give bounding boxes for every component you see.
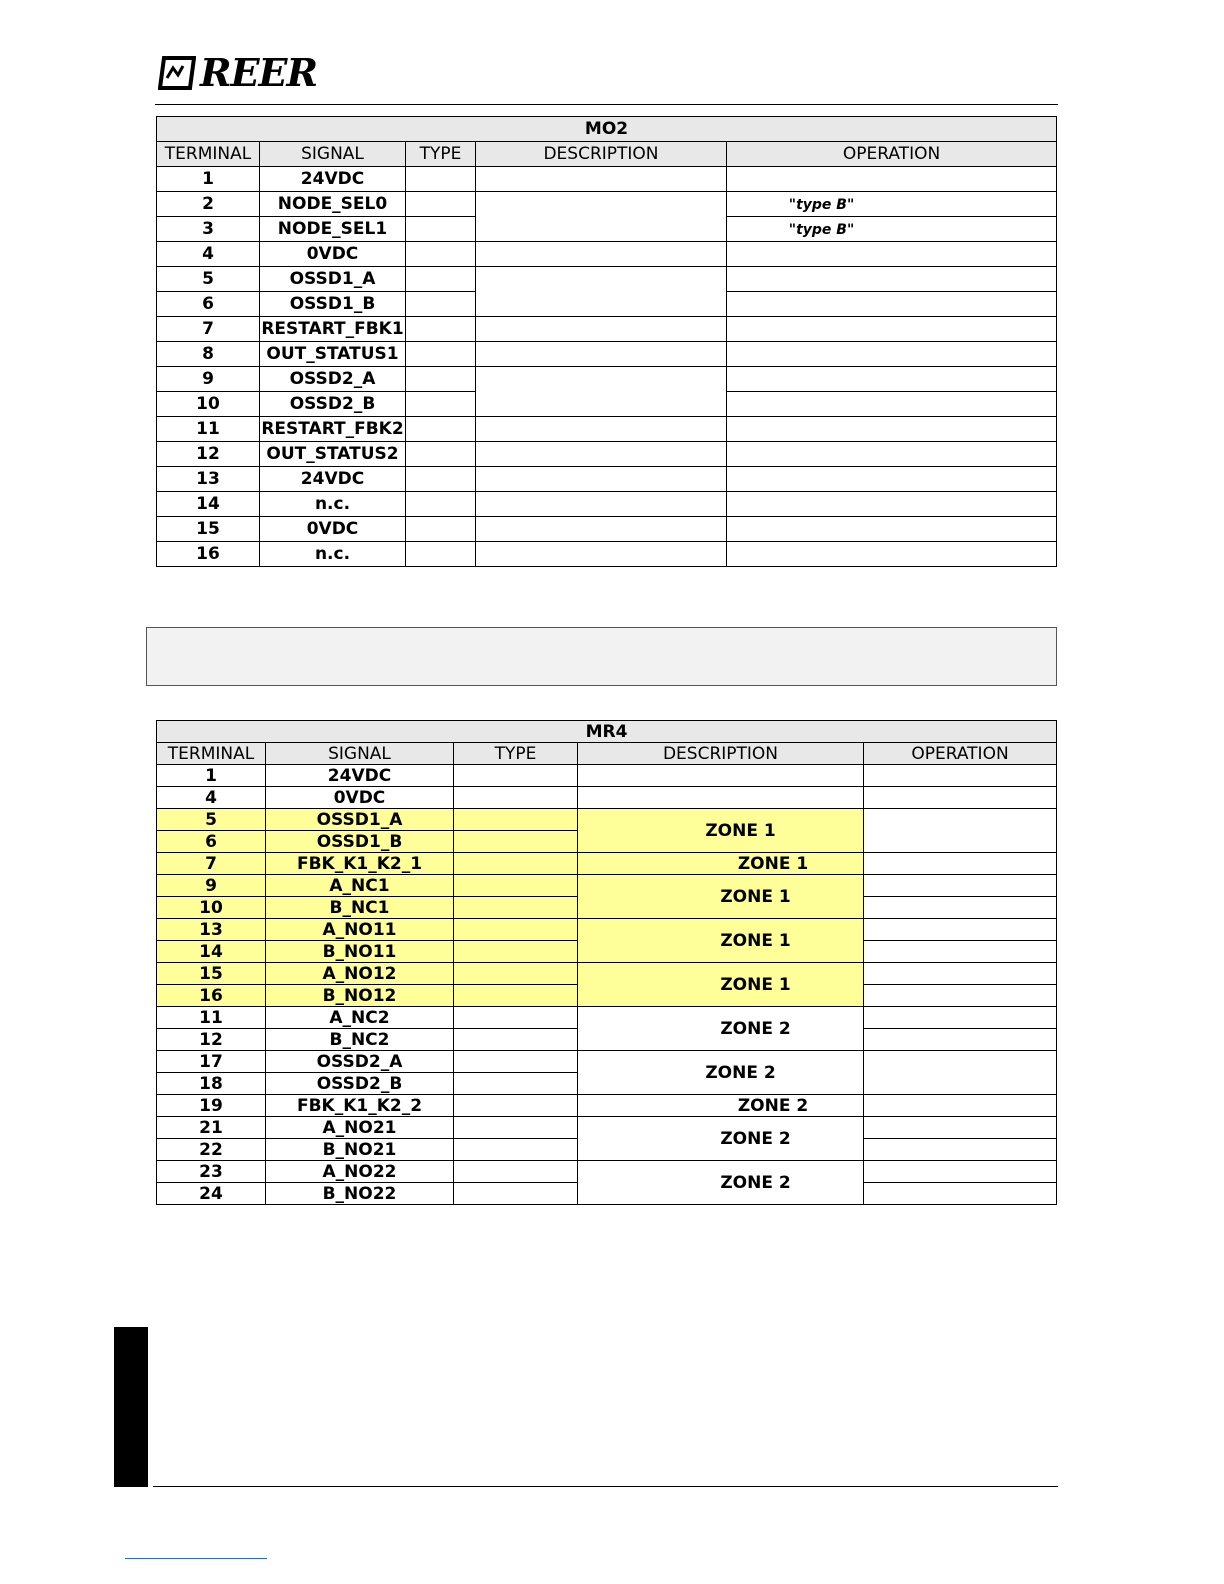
- operation-cell: [864, 1183, 1057, 1205]
- operation-cell: [727, 267, 1057, 292]
- description-cell: [476, 492, 727, 517]
- signal-cell: OSSD2_B: [260, 392, 406, 417]
- type-cell: [406, 342, 476, 367]
- description-cell: [476, 367, 727, 417]
- operation-cell: [864, 897, 1057, 919]
- signal-cell: B_NO21: [266, 1139, 454, 1161]
- type-cell: [406, 542, 476, 567]
- description-cell: ZONE 2: [578, 1117, 864, 1161]
- terminal-cell: 5: [157, 809, 266, 831]
- type-cell: [406, 242, 476, 267]
- signal-cell: B_NC2: [266, 1029, 454, 1051]
- column-header: SIGNAL: [266, 743, 454, 765]
- type-cell: [406, 267, 476, 292]
- type-cell: [454, 1183, 578, 1205]
- terminal-cell: 15: [157, 963, 266, 985]
- description-cell: [476, 192, 727, 242]
- type-cell: [406, 467, 476, 492]
- signal-cell: OSSD2_A: [260, 367, 406, 392]
- terminal-cell: 14: [157, 492, 260, 517]
- table-row: [157, 242, 1057, 267]
- signal-cell: B_NO11: [266, 941, 454, 963]
- type-cell: [454, 985, 578, 1007]
- terminal-cell: 19: [157, 1095, 266, 1117]
- header-rule: [155, 104, 1058, 105]
- table-row: [157, 542, 1057, 567]
- table-row: [157, 963, 1057, 985]
- type-cell: [454, 809, 578, 831]
- table-row: [157, 919, 1057, 941]
- description-cell: ZONE 2: [578, 1095, 864, 1117]
- mo2-title: MO2: [157, 117, 1057, 142]
- operation-cell: [864, 765, 1057, 787]
- signal-cell: A_NO12: [266, 963, 454, 985]
- signal-cell: NODE_SEL1: [260, 217, 406, 242]
- type-cell: [406, 217, 476, 242]
- operation-cell: [727, 342, 1057, 367]
- terminal-cell: 4: [157, 787, 266, 809]
- terminal-cell: 14: [157, 941, 266, 963]
- type-cell: [454, 941, 578, 963]
- description-cell: [476, 242, 727, 267]
- description-cell: ZONE 1: [578, 809, 864, 853]
- signal-cell: 0VDC: [260, 517, 406, 542]
- description-cell: [476, 167, 727, 192]
- mr4-title: MR4: [157, 721, 1057, 743]
- operation-cell: [727, 392, 1057, 417]
- brand-name: REER: [200, 50, 318, 95]
- type-cell: [406, 317, 476, 342]
- signal-cell: 24VDC: [260, 167, 406, 192]
- signal-cell: A_NC1: [266, 875, 454, 897]
- terminal-cell: 7: [157, 317, 260, 342]
- operation-cell: [727, 242, 1057, 267]
- description-cell: [476, 467, 727, 492]
- table-row: [157, 1051, 1057, 1073]
- side-tab: [114, 1327, 148, 1487]
- signal-cell: B_NO22: [266, 1183, 454, 1205]
- signal-cell: RESTART_FBK1: [260, 317, 406, 342]
- terminal-cell: 12: [157, 1029, 266, 1051]
- type-cell: [454, 853, 578, 875]
- type-cell: [406, 442, 476, 467]
- table-row: [157, 1117, 1057, 1139]
- terminal-cell: 1: [157, 765, 266, 787]
- type-cell: [454, 1117, 578, 1139]
- terminal-cell: 16: [157, 542, 260, 567]
- operation-cell: [864, 1029, 1057, 1051]
- operation-note: "type B": [788, 197, 855, 213]
- operation-cell: [864, 787, 1057, 809]
- terminal-cell: 13: [157, 919, 266, 941]
- description-cell: ZONE 1: [578, 875, 864, 919]
- terminal-cell: 9: [157, 367, 260, 392]
- signal-cell: FBK_K1_K2_2: [266, 1095, 454, 1117]
- mo2-table: [156, 116, 1057, 567]
- signal-cell: OSSD2_A: [266, 1051, 454, 1073]
- table-row: [157, 367, 1057, 392]
- description-cell: [476, 417, 727, 442]
- signal-cell: OUT_STATUS2: [260, 442, 406, 467]
- signal-cell: 24VDC: [260, 467, 406, 492]
- signal-cell: RESTART_FBK2: [260, 417, 406, 442]
- type-cell: [454, 831, 578, 853]
- signal-cell: B_NC1: [266, 897, 454, 919]
- terminal-cell: 10: [157, 897, 266, 919]
- column-header: TERMINAL: [157, 142, 260, 167]
- type-cell: [454, 765, 578, 787]
- signal-cell: OSSD2_B: [266, 1073, 454, 1095]
- column-header: SIGNAL: [260, 142, 406, 167]
- column-header: OPERATION: [864, 743, 1057, 765]
- terminal-cell: 4: [157, 242, 260, 267]
- signal-cell: n.c.: [260, 492, 406, 517]
- operation-cell: [727, 467, 1057, 492]
- footer-rule: [153, 1486, 1058, 1487]
- operation-cell: [864, 853, 1057, 875]
- operation-cell: [864, 1117, 1057, 1139]
- table-row: [157, 267, 1057, 292]
- signal-cell: OSSD1_B: [266, 831, 454, 853]
- operation-cell: [864, 919, 1057, 941]
- operation-cell: [727, 292, 1057, 317]
- description-cell: [476, 517, 727, 542]
- type-cell: [454, 1051, 578, 1073]
- signal-cell: OUT_STATUS1: [260, 342, 406, 367]
- signal-cell: 0VDC: [266, 787, 454, 809]
- operation-cell: [727, 442, 1057, 467]
- signal-cell: 24VDC: [266, 765, 454, 787]
- signal-cell: NODE_SEL0: [260, 192, 406, 217]
- terminal-cell: 10: [157, 392, 260, 417]
- operation-cell: [727, 517, 1057, 542]
- description-cell: [476, 542, 727, 567]
- operation-cell: [864, 1139, 1057, 1161]
- description-cell: [476, 317, 727, 342]
- table-row: [157, 875, 1057, 897]
- description-cell: [578, 765, 864, 787]
- signal-cell: OSSD1_A: [266, 809, 454, 831]
- table-row: [157, 192, 1057, 217]
- type-cell: [406, 292, 476, 317]
- terminal-cell: 12: [157, 442, 260, 467]
- signal-cell: OSSD1_B: [260, 292, 406, 317]
- type-cell: [454, 919, 578, 941]
- terminal-cell: 11: [157, 1007, 266, 1029]
- table-row: [157, 342, 1057, 367]
- table-row: [157, 765, 1057, 787]
- terminal-cell: 6: [157, 831, 266, 853]
- table-row: [157, 467, 1057, 492]
- terminal-cell: 7: [157, 853, 266, 875]
- operation-cell: [864, 1161, 1057, 1183]
- type-cell: [454, 1073, 578, 1095]
- operation-cell: [727, 317, 1057, 342]
- type-cell: [454, 1095, 578, 1117]
- type-cell: [454, 875, 578, 897]
- table-row: [157, 492, 1057, 517]
- description-cell: ZONE 2: [578, 1051, 864, 1095]
- footer-link-underline: [125, 1558, 267, 1559]
- note-box: [146, 627, 1057, 686]
- type-cell: [454, 1139, 578, 1161]
- description-cell: [476, 267, 727, 317]
- operation-cell: [727, 167, 1057, 192]
- signal-cell: FBK_K1_K2_1: [266, 853, 454, 875]
- operation-cell: [864, 875, 1057, 897]
- signal-cell: B_NO12: [266, 985, 454, 1007]
- signal-cell: A_NC2: [266, 1007, 454, 1029]
- description-cell: [578, 787, 864, 809]
- operation-cell: [864, 1007, 1057, 1029]
- table-row: [157, 517, 1057, 542]
- type-cell: [454, 1029, 578, 1051]
- column-header: DESCRIPTION: [578, 743, 864, 765]
- column-header: DESCRIPTION: [476, 142, 727, 167]
- column-header: TYPE: [406, 142, 476, 167]
- type-cell: [454, 963, 578, 985]
- operation-cell: [864, 985, 1057, 1007]
- type-cell: [454, 1007, 578, 1029]
- table-row: [157, 787, 1057, 809]
- terminal-cell: 6: [157, 292, 260, 317]
- reer-logo: [158, 50, 318, 95]
- terminal-cell: 23: [157, 1161, 266, 1183]
- terminal-cell: 18: [157, 1073, 266, 1095]
- operation-cell: [727, 192, 1057, 217]
- operation-cell: [727, 542, 1057, 567]
- operation-cell: [727, 417, 1057, 442]
- signal-cell: A_NO21: [266, 1117, 454, 1139]
- terminal-cell: 1: [157, 167, 260, 192]
- reer-logo-icon: [158, 56, 196, 90]
- table-row: [157, 317, 1057, 342]
- operation-cell: [864, 1095, 1057, 1117]
- operation-cell: [727, 367, 1057, 392]
- type-cell: [454, 787, 578, 809]
- description-cell: ZONE 1: [578, 919, 864, 963]
- operation-cell: [864, 963, 1057, 985]
- terminal-cell: 2: [157, 192, 260, 217]
- terminal-cell: 15: [157, 517, 260, 542]
- signal-cell: n.c.: [260, 542, 406, 567]
- operation-cell: [864, 1051, 1057, 1095]
- terminal-cell: 9: [157, 875, 266, 897]
- terminal-cell: 5: [157, 267, 260, 292]
- signal-cell: A_NO22: [266, 1161, 454, 1183]
- type-cell: [454, 897, 578, 919]
- table-row: [157, 1095, 1057, 1117]
- type-cell: [454, 1161, 578, 1183]
- terminal-cell: 3: [157, 217, 260, 242]
- terminal-cell: 21: [157, 1117, 266, 1139]
- terminal-cell: 11: [157, 417, 260, 442]
- type-cell: [406, 417, 476, 442]
- type-cell: [406, 192, 476, 217]
- signal-cell: OSSD1_A: [260, 267, 406, 292]
- terminal-cell: 16: [157, 985, 266, 1007]
- signal-cell: 0VDC: [260, 242, 406, 267]
- type-cell: [406, 492, 476, 517]
- type-cell: [406, 367, 476, 392]
- description-cell: [476, 442, 727, 467]
- terminal-cell: 17: [157, 1051, 266, 1073]
- table-row: [157, 1161, 1057, 1183]
- type-cell: [406, 167, 476, 192]
- type-cell: [406, 517, 476, 542]
- table-row: [157, 853, 1057, 875]
- operation-cell: [727, 217, 1057, 242]
- table-row: [157, 442, 1057, 467]
- table-row: [157, 809, 1057, 831]
- signal-cell: A_NO11: [266, 919, 454, 941]
- description-cell: ZONE 2: [578, 1007, 864, 1051]
- type-cell: [406, 392, 476, 417]
- table-row: [157, 1007, 1057, 1029]
- table-row: [157, 167, 1057, 192]
- column-header: OPERATION: [727, 142, 1057, 167]
- operation-cell: [864, 941, 1057, 963]
- terminal-cell: 8: [157, 342, 260, 367]
- operation-cell: [727, 492, 1057, 517]
- terminal-cell: 22: [157, 1139, 266, 1161]
- mr4-table: [156, 720, 1057, 1205]
- terminal-cell: 24: [157, 1183, 266, 1205]
- table-row: [157, 417, 1057, 442]
- operation-note: "type B": [788, 222, 855, 238]
- column-header: TYPE: [454, 743, 578, 765]
- description-cell: ZONE 2: [578, 1161, 864, 1205]
- terminal-cell: 13: [157, 467, 260, 492]
- column-header: TERMINAL: [157, 743, 266, 765]
- operation-cell: [864, 809, 1057, 853]
- description-cell: [476, 342, 727, 367]
- description-cell: ZONE 1: [578, 963, 864, 1007]
- description-cell: ZONE 1: [578, 853, 864, 875]
